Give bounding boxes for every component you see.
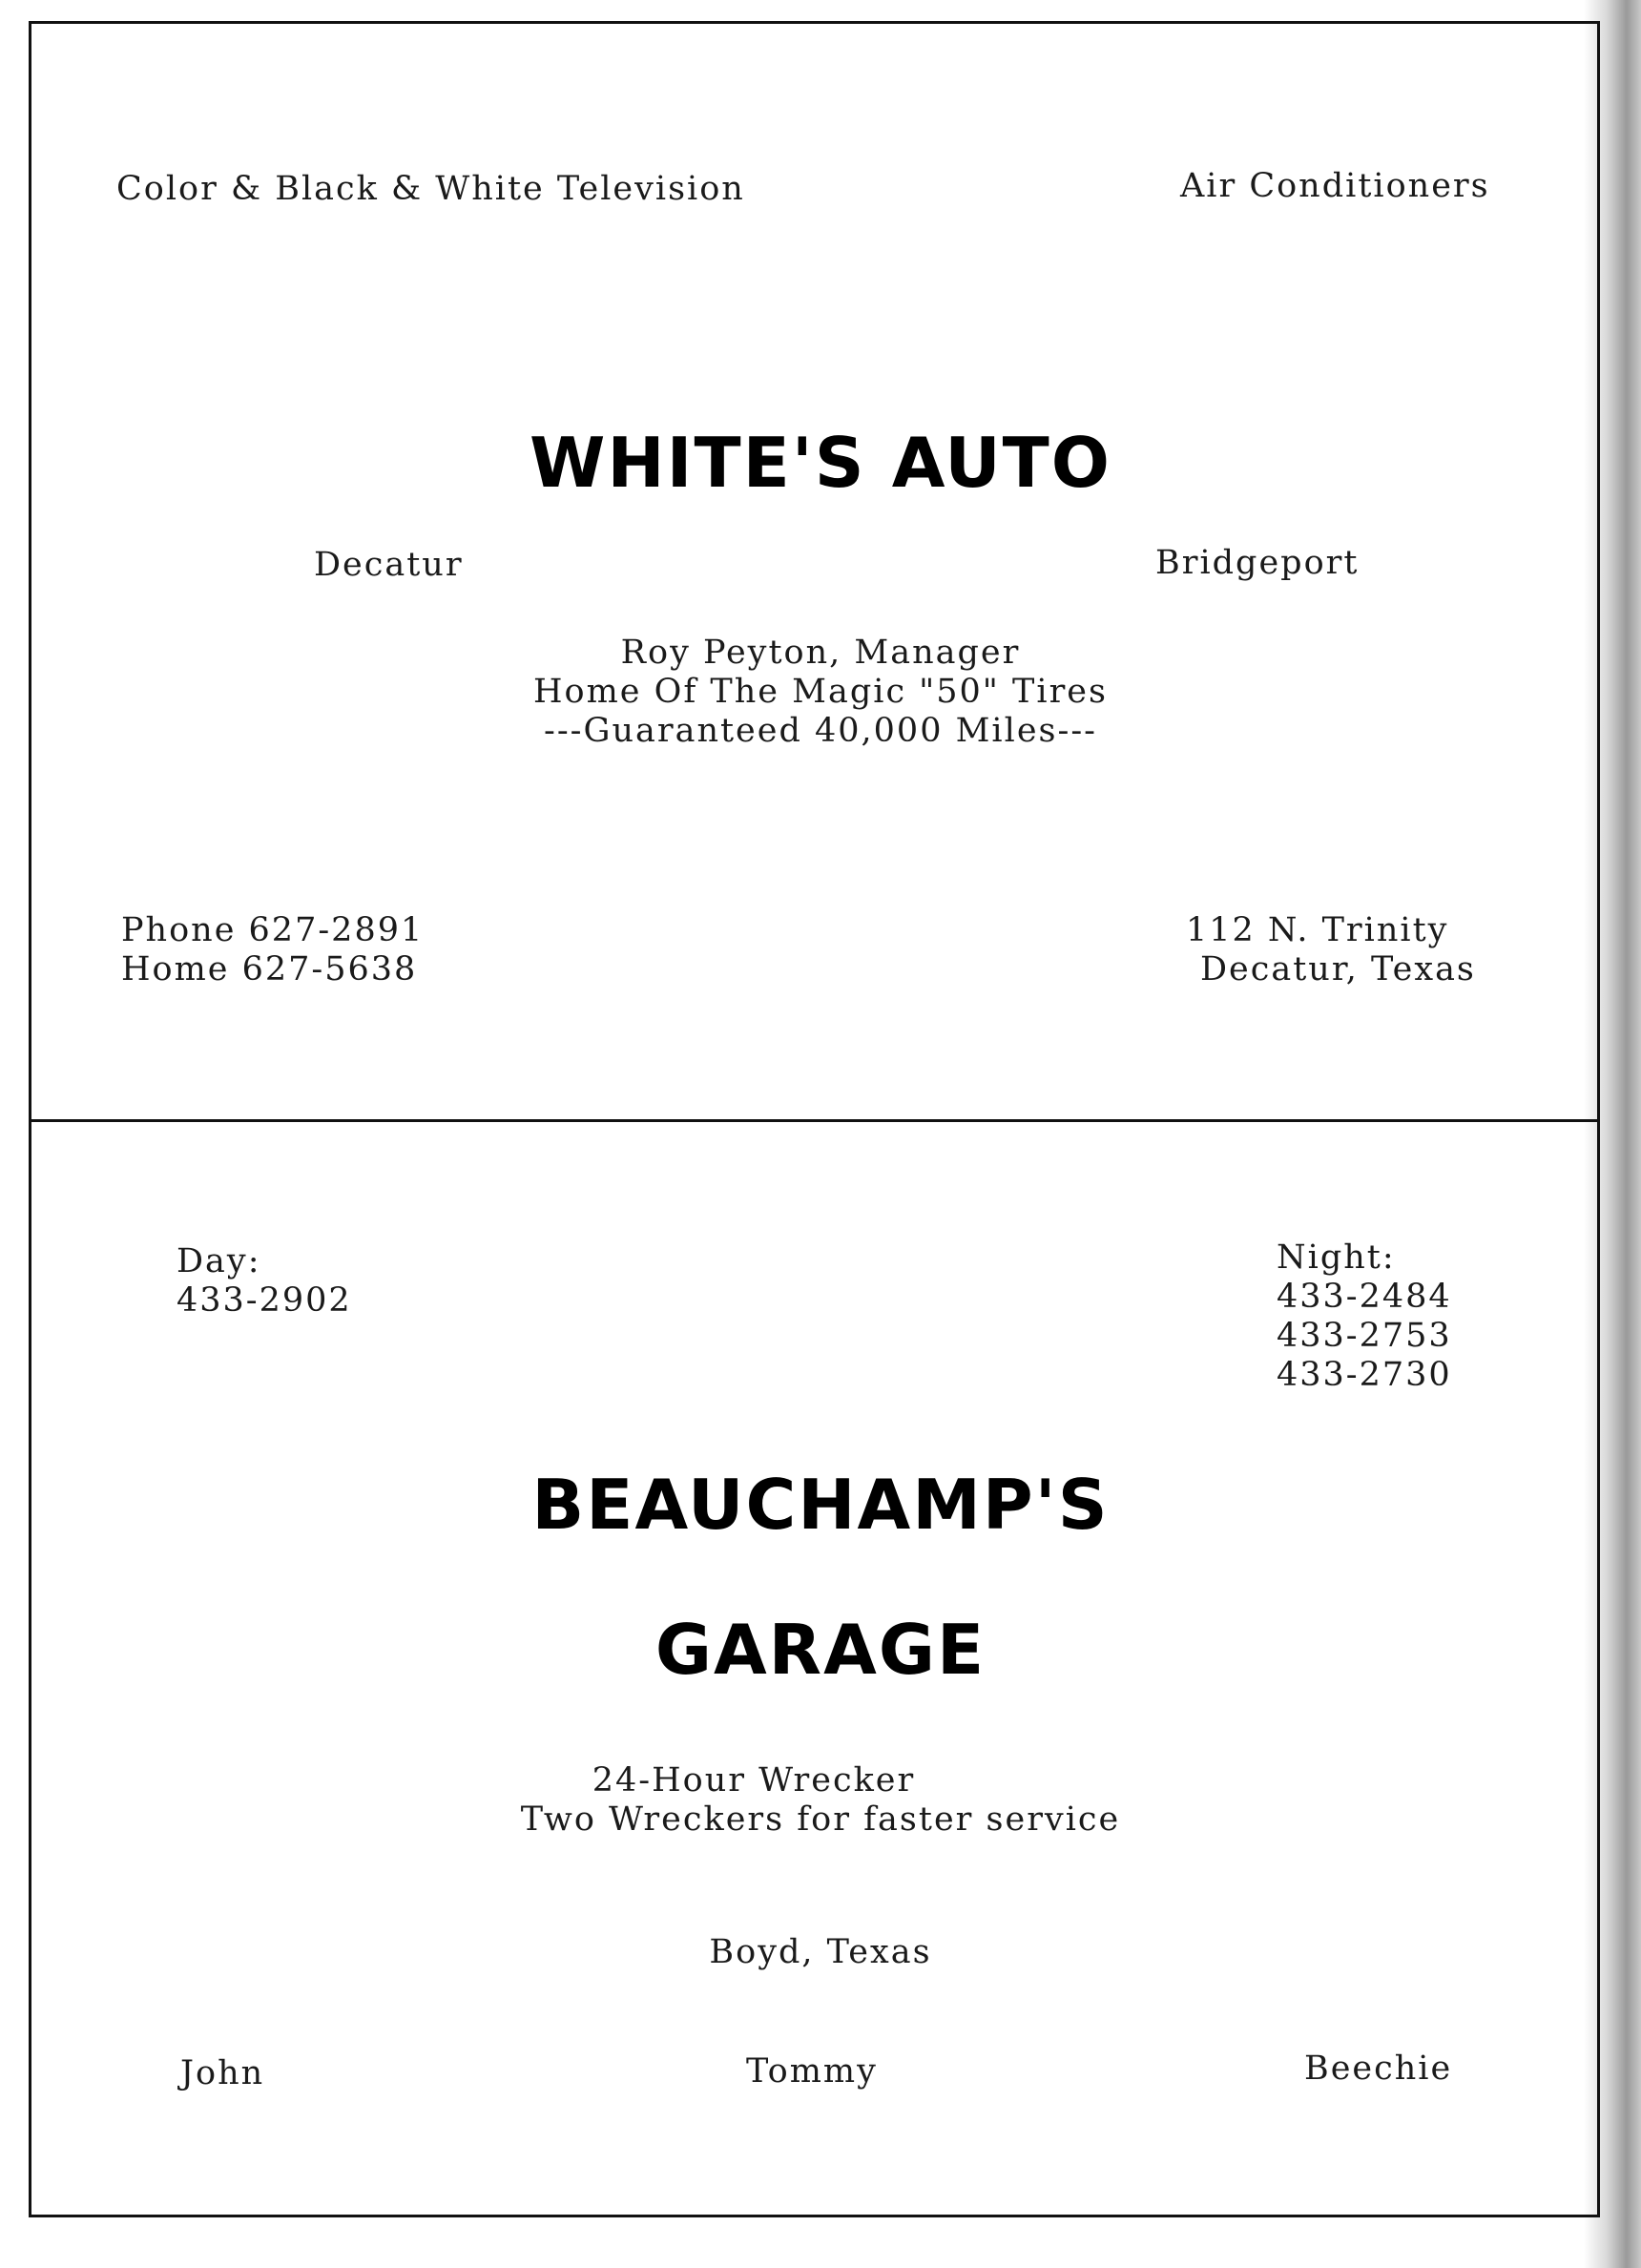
ad-top-left-text: Color & Black & White Television <box>116 170 745 208</box>
services-block <box>0 1761 1641 1840</box>
night-number: 433-2753 <box>1277 1317 1452 1355</box>
street-address: 112 N. Trinity <box>1186 911 1449 949</box>
night-number: 433-2730 <box>1277 1356 1452 1394</box>
address-block <box>1183 911 1476 989</box>
tagline-block <box>0 634 1641 751</box>
tagline-tires: Home Of The Magic "50" Tires <box>533 673 1108 711</box>
owner-name: Beechie <box>1304 2050 1453 2088</box>
ad-top-right-text: Air Conditioners <box>1180 167 1490 205</box>
night-number: 433-2484 <box>1277 1278 1452 1316</box>
service-wrecker: 24-Hour Wrecker <box>592 1761 916 1800</box>
business-name-line2: GARAGE <box>654 1610 987 1690</box>
home-number: Home 627-5638 <box>121 950 418 988</box>
tagline-manager: Roy Peyton, Manager <box>620 634 1021 672</box>
business-name-line1: BEAUCHAMP'S <box>531 1465 1110 1545</box>
business-name: WHITE'S AUTO <box>529 423 1112 503</box>
phone-number: Phone 627-2891 <box>121 911 425 949</box>
service-two-wreckers: Two Wreckers for faster service <box>520 1800 1121 1839</box>
city-state: Decatur, Texas <box>1200 950 1476 988</box>
owner-name: Tommy <box>746 2052 878 2091</box>
owner-name: John <box>180 2054 265 2092</box>
phone-block <box>121 911 424 989</box>
day-number: 433-2902 <box>177 1281 352 1320</box>
night-phone-block <box>1277 1238 1452 1395</box>
location-right: Bridgeport <box>1155 544 1360 582</box>
ad-divider-line <box>29 1119 1600 1122</box>
night-label: Night: <box>1277 1238 1396 1277</box>
location-left: Decatur <box>314 546 464 584</box>
day-phone-block <box>177 1242 352 1321</box>
garage-location: Boyd, Texas <box>709 1933 932 1971</box>
day-label: Day: <box>177 1242 261 1280</box>
tagline-guarantee: ---Guaranteed 40,000 Miles--- <box>544 712 1097 750</box>
